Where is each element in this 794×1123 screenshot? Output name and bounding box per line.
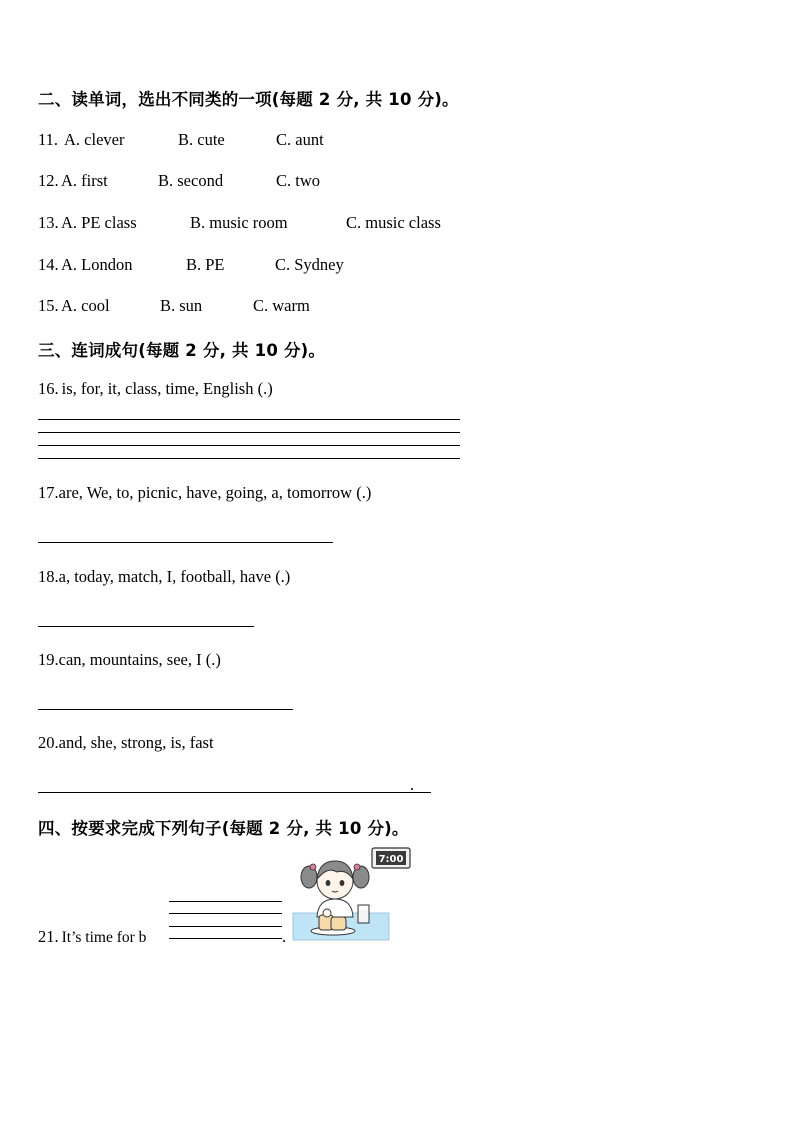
- answer-line[interactable]: [38, 419, 460, 420]
- scrambled-words: can, mountains, see, I (.): [58, 650, 221, 669]
- scrambled-words: a, today, match, I, football, have (.): [58, 567, 291, 586]
- question-15: [38, 296, 538, 316]
- option-b: B. cute: [178, 130, 225, 149]
- answer-line[interactable]: [38, 432, 460, 433]
- question-17: [38, 483, 371, 503]
- sentence-prefix: It’s time for b: [61, 929, 147, 946]
- section-2-heading: 二、读单词，选出不同类的一项(每题 2 分, 共 10 分)。: [38, 90, 459, 109]
- option-c: C. warm: [253, 296, 310, 315]
- option-c: C. Sydney: [275, 255, 344, 274]
- question-number: 17.: [38, 483, 59, 502]
- question-13: [38, 213, 538, 233]
- breakfast-illustration: [291, 845, 416, 943]
- option-b: B. music room: [190, 213, 288, 232]
- question-number: 19.: [38, 650, 59, 669]
- scrambled-words: and, she, strong, is, fast: [58, 733, 214, 752]
- option-a: A. PE class: [61, 213, 137, 232]
- option-a: A. cool: [61, 296, 110, 315]
- question-18: [38, 567, 290, 587]
- option-c: C. two: [276, 171, 321, 190]
- question-number: 18.: [38, 567, 59, 586]
- option-a: A. clever: [64, 130, 125, 149]
- question-21: [38, 927, 146, 947]
- scrambled-words: is, for, it, class, time, English (.): [61, 379, 273, 398]
- question-11: [38, 130, 538, 150]
- answer-line[interactable]: [38, 458, 460, 459]
- option-b: B. PE: [186, 255, 225, 274]
- answer-line[interactable]: [169, 913, 282, 914]
- option-c: C. music class: [346, 213, 441, 232]
- answer-line[interactable]: [38, 792, 431, 793]
- option-b: B. sun: [160, 296, 203, 315]
- option-c: C. aunt: [276, 130, 324, 149]
- answer-line[interactable]: [169, 926, 282, 927]
- option-a: A. London: [61, 255, 133, 274]
- question-number: 13.: [38, 213, 59, 232]
- question-number: 12.: [38, 171, 59, 190]
- answer-line[interactable]: [169, 938, 282, 939]
- answer-line[interactable]: [38, 445, 460, 446]
- question-number: 11.: [38, 130, 59, 149]
- option-b: B. second: [158, 171, 224, 190]
- section-4-heading: 四、按要求完成下列句子(每题 2 分, 共 10 分)。: [38, 819, 409, 838]
- answer-line[interactable]: [38, 626, 254, 627]
- clock-time-text: 7:00: [378, 854, 404, 865]
- question-number: 14.: [38, 255, 59, 274]
- option-a: A. first: [61, 171, 108, 190]
- question-19: [38, 650, 221, 670]
- girl-breakfast-picture: [291, 845, 416, 943]
- sentence-period: .: [410, 775, 415, 794]
- scrambled-words: are, We, to, picnic, have, going, a, tomorrow (.): [58, 483, 372, 502]
- answer-line[interactable]: [38, 542, 333, 543]
- question-12: [38, 171, 538, 191]
- question-16: [38, 379, 273, 399]
- question-20: [38, 733, 214, 753]
- answer-line[interactable]: [169, 901, 282, 902]
- question-number: 16.: [38, 379, 59, 398]
- question-number: 20.: [38, 733, 59, 752]
- answer-line[interactable]: [38, 709, 293, 710]
- question-number: 15.: [38, 296, 59, 315]
- question-number: 21.: [38, 927, 59, 946]
- sentence-period: .: [282, 927, 287, 946]
- question-14: [38, 255, 538, 275]
- section-3-heading: 三、连词成句(每题 2 分, 共 10 分)。: [38, 341, 326, 360]
